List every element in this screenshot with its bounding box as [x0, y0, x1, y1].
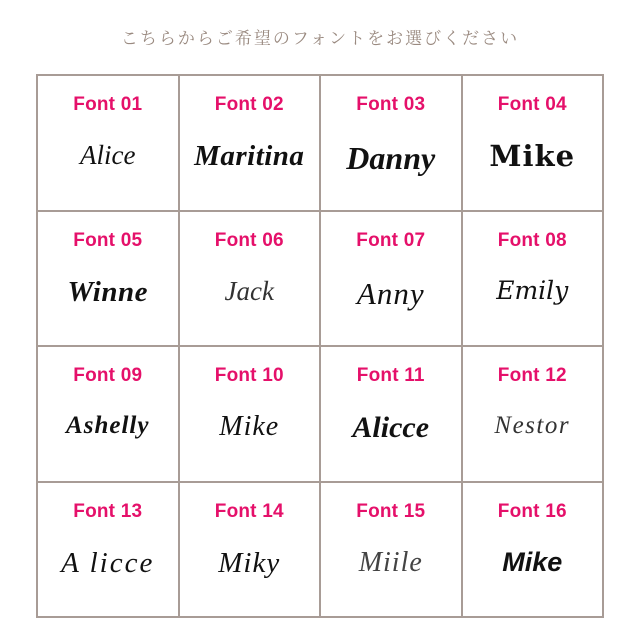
font-option-05[interactable] [38, 212, 178, 346]
font-sample: Alicce [352, 411, 430, 444]
font-option-15[interactable] [321, 483, 461, 617]
font-label: Font 14 [214, 500, 284, 522]
font-sample: Mike [502, 546, 563, 577]
font-sample: Winne [67, 275, 148, 308]
font-sample: Mike [219, 411, 280, 442]
font-label: Font 11 [356, 365, 425, 386]
font-option-13[interactable] [38, 483, 178, 617]
font-option-03[interactable] [321, 76, 461, 210]
font-option-09[interactable] [38, 347, 178, 481]
font-label: Font 07 [356, 229, 426, 251]
font-sample: Alice [80, 140, 136, 170]
font-sample: Danny [346, 140, 436, 176]
page-heading: こちらからご希望のフォントをお選びください [120, 29, 520, 49]
font-label: Font 02 [214, 94, 284, 115]
font-option-02[interactable] [180, 76, 320, 210]
font-option-14[interactable] [180, 483, 320, 617]
font-label: Font 12 [497, 365, 567, 386]
font-sample: A licce [61, 546, 155, 579]
font-label: Font 06 [214, 229, 284, 251]
font-option-12[interactable] [463, 347, 603, 481]
font-option-04[interactable] [463, 76, 603, 210]
font-label: Font 01 [73, 94, 143, 115]
font-sample: Anny [356, 275, 425, 311]
font-label: Font 04 [497, 94, 567, 115]
font-sample: Nestor [494, 412, 571, 439]
font-option-10[interactable] [180, 347, 320, 481]
font-label: Font 10 [214, 365, 284, 386]
font-label: Font 15 [356, 500, 426, 522]
font-option-07[interactable] [321, 212, 461, 346]
font-grid [36, 74, 604, 618]
font-sample: Miile [358, 546, 423, 578]
font-sample: Maritina [194, 140, 305, 172]
font-option-16[interactable] [463, 483, 603, 617]
font-sample: Ashelly [66, 412, 150, 439]
font-label: Font 05 [73, 229, 143, 251]
font-option-01[interactable] [38, 76, 178, 210]
font-option-11[interactable] [321, 347, 461, 481]
font-option-08[interactable] [463, 212, 603, 346]
font-option-06[interactable] [180, 212, 320, 346]
font-sample: Jack [224, 275, 274, 306]
font-label: Font 13 [73, 500, 143, 522]
font-label: Font 09 [73, 365, 143, 386]
font-sample: Mike [489, 139, 576, 173]
font-sample: Miky [218, 546, 281, 579]
font-label: Font 08 [497, 229, 567, 251]
font-label: Font 03 [356, 94, 426, 115]
font-label: Font 16 [497, 500, 567, 522]
font-sample: Emily [496, 275, 569, 305]
